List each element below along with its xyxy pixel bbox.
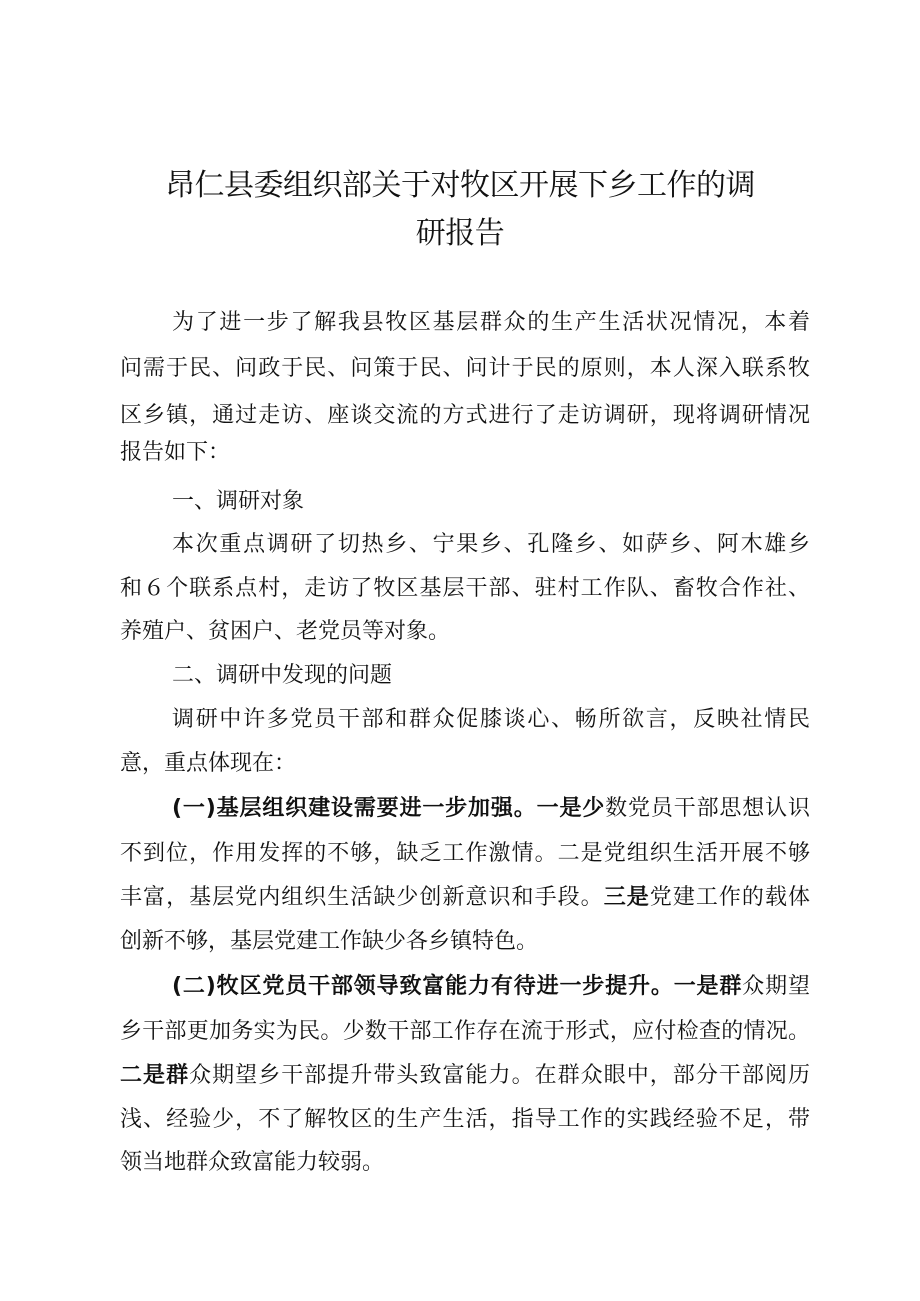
item2-line-5: 领当地群众致富能力较弱。 bbox=[120, 1150, 385, 1175]
targets-line-2: 和６个联系点村，走访了牧区基层干部、驻村工作队、畜牧合作社、 bbox=[120, 576, 810, 601]
item2-line-3 bbox=[120, 1053, 810, 1099]
item2-line-1-rest: 众期望 bbox=[742, 974, 810, 999]
section-heading-1: 一、调研对象 bbox=[172, 489, 305, 514]
item1-line-1 bbox=[172, 786, 810, 832]
item1-line-3 bbox=[120, 875, 810, 921]
document-title-line-2: 研报告 bbox=[415, 216, 505, 251]
intro-line-1: 为了进一步了解我县牧区基层群众的生产生活状况情况，本着 bbox=[172, 310, 810, 335]
targets-line-3: 养殖户、贫困户、老党员等对象。 bbox=[120, 619, 451, 644]
item1-line-3-b: 党建工作的载体 bbox=[649, 885, 810, 910]
problems-intro-line-2: 意，重点体现在： bbox=[120, 751, 297, 776]
item2-line-3-rest: 众期望乡干部提升带头致富能力。在群众眼中，部分干部阅历 bbox=[189, 1063, 810, 1088]
item1-lead-3: 三是 bbox=[603, 885, 650, 910]
intro-line-3: 区乡镇，通过走访、座谈交流的方式进行了走访调研，现将调研情况 bbox=[120, 403, 810, 428]
item1-line-4: 创新不够，基层党建工作缺少各乡镇特色。 bbox=[120, 929, 539, 954]
section-heading-2: 二、调研中发现的问题 bbox=[172, 663, 393, 688]
item2-line-4: 浅、经验少，不了解牧区的生产生活，指导工作的实践经验不足，带 bbox=[120, 1107, 810, 1132]
item1-lead-1: 一是少 bbox=[536, 796, 606, 821]
item1-line-3-a: 丰富，基层党内组织生活缺少创新意识和手段。 bbox=[120, 885, 604, 910]
item1-line-1-rest: 数党员干部思想认识 bbox=[605, 796, 810, 821]
item1-heading: (一)基层组织建设需要进一步加强。 bbox=[172, 796, 537, 821]
item2-line-1 bbox=[172, 964, 810, 1010]
item2-heading: (二)牧区党员干部领导致富能力有待进一步提升。 bbox=[172, 974, 674, 999]
intro-line-4: 报告如下： bbox=[120, 440, 231, 465]
item2-lead-1: 一是群 bbox=[673, 974, 743, 999]
item2-lead-2: 二是群 bbox=[120, 1063, 190, 1088]
targets-line-1: 本次重点调研了切热乡、宁果乡、孔隆乡、如萨乡、阿木雄乡 bbox=[172, 532, 810, 557]
item1-line-2: 不到位，作用发挥的不够，缺乏工作激情。二是党组织生活开展不够 bbox=[120, 841, 810, 866]
item2-line-2: 乡干部更加务实为民。少数干部工作存在流于形式，应付检查的情况。 bbox=[120, 1019, 810, 1044]
intro-line-2: 问需于民、问政于民、问策于民、问计于民的原则，本人深入联系牧 bbox=[120, 356, 810, 381]
document-title-line-1: 昂仁县委组织部关于对牧区开展下乡工作的调 bbox=[165, 168, 755, 203]
problems-intro-line-1: 调研中许多党员干部和群众促膝谈心、畅所欲言，反映社情民 bbox=[172, 707, 810, 732]
